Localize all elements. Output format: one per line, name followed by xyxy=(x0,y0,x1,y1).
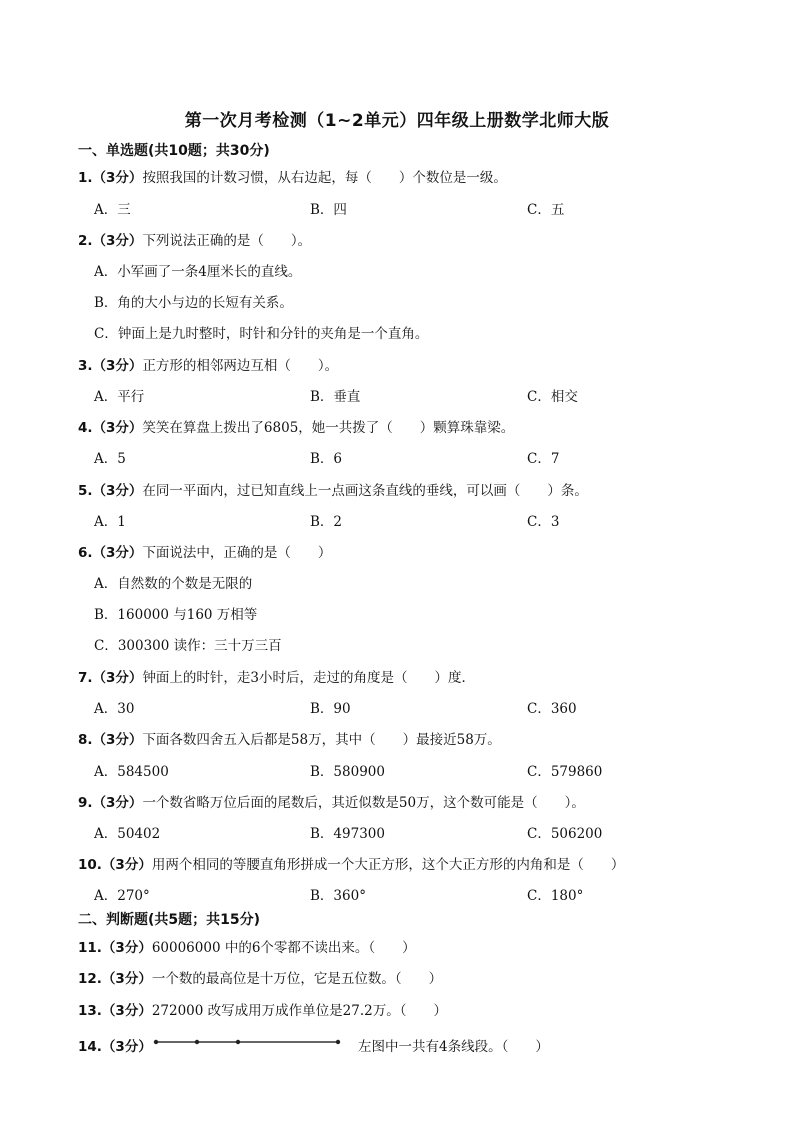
question-score: （3分） xyxy=(101,971,152,987)
question-5 xyxy=(78,479,588,499)
question-score: （3分） xyxy=(92,483,143,499)
segment-point xyxy=(195,1040,199,1044)
option-c: C．3 xyxy=(527,514,560,530)
question-number: 6. xyxy=(78,545,93,561)
question-text: 左图中一共有4条线段。（ ） xyxy=(358,1039,549,1055)
question-text: 用两个相同的等腰直角形拼成一个大正方形，这个大正方形的内角和是（ ） xyxy=(151,857,625,873)
question-text: 钟面上的时针，走3小时后，走过的角度是（ ）度． xyxy=(142,670,476,686)
line-segment-figure xyxy=(152,1036,342,1048)
question-14 xyxy=(78,1035,152,1055)
question-4 xyxy=(78,416,514,436)
question-11 xyxy=(78,936,416,956)
option-b: B．90 xyxy=(310,701,351,717)
question-score: （3分） xyxy=(101,1003,152,1019)
question-number: 12. xyxy=(78,971,102,987)
section-heading-single-choice: 一、单选题(共10题；共30分) xyxy=(78,143,270,159)
question-text: 272000 改写成用万成作单位是27.2万。（ ） xyxy=(151,1003,447,1019)
question-8 xyxy=(78,728,501,748)
option-c: C．360 xyxy=(527,701,577,717)
question-number: 11. xyxy=(78,940,102,956)
question-7 xyxy=(78,666,475,686)
question-score: （3分） xyxy=(92,732,143,748)
question-3 xyxy=(78,354,338,374)
option-c: C．钟面上是九时整时，时针和分针的夹角是一个直角。 xyxy=(94,326,429,342)
question-score: （3分） xyxy=(92,545,143,561)
question-6 xyxy=(78,541,331,561)
question-1 xyxy=(78,166,507,186)
segment-point xyxy=(236,1040,240,1044)
option-a: A．584500 xyxy=(94,764,169,780)
question-number: 7. xyxy=(78,670,93,686)
option-c: C．7 xyxy=(527,451,560,467)
question-number: 1. xyxy=(78,170,93,186)
question-score: （3分） xyxy=(92,420,143,436)
option-a: A．270° xyxy=(94,888,150,904)
option-c: C．180° xyxy=(527,888,584,904)
option-b: B．360° xyxy=(310,888,366,904)
question-text: 在同一平面内，过已知直线上一点画这条直线的垂线，可以画（ ）条。 xyxy=(142,483,588,499)
question-score: （3分） xyxy=(92,358,143,374)
option-c: C．300300 读作：三十万三百 xyxy=(94,638,282,654)
question-number: 4. xyxy=(78,420,93,436)
option-b: B．160000 与160 万相等 xyxy=(94,607,258,623)
question-number: 14. xyxy=(78,1039,102,1055)
question-score: （3分） xyxy=(92,170,143,186)
option-a: A．小军画了一条4厘米长的直线。 xyxy=(94,264,302,280)
question-number: 10. xyxy=(78,857,102,873)
question-12 xyxy=(78,967,442,987)
option-a: A．30 xyxy=(94,701,135,717)
question-10 xyxy=(78,853,624,873)
option-b: B．2 xyxy=(310,514,343,530)
option-b: B．6 xyxy=(310,451,343,467)
option-a: A．1 xyxy=(94,514,126,530)
option-a: A．自然数的个数是无限的 xyxy=(94,576,253,592)
page-title: 第一次月考检测（1~2单元）四年级上册数学北师大版 xyxy=(184,111,610,131)
option-a: A．50402 xyxy=(94,826,161,842)
option-c: C．506200 xyxy=(527,826,603,842)
question-number: 3. xyxy=(78,358,93,374)
section-heading-true-false: 二、判断题(共5题；共15分) xyxy=(78,912,261,928)
option-c: C．五 xyxy=(527,202,565,218)
option-a: A．三 xyxy=(94,202,131,218)
question-score: （3分） xyxy=(92,233,143,249)
option-b: B．垂直 xyxy=(310,389,361,405)
option-c: C．579860 xyxy=(527,764,603,780)
question-9 xyxy=(78,791,585,811)
question-score: （3分） xyxy=(92,670,143,686)
question-text: 下面说法中，正确的是（ ） xyxy=(142,545,332,561)
question-number: 9. xyxy=(78,795,93,811)
question-13 xyxy=(78,999,447,1019)
question-number: 13. xyxy=(78,1003,102,1019)
question-score: （3分） xyxy=(92,795,143,811)
segment-point xyxy=(154,1040,158,1044)
option-b: B．四 xyxy=(310,202,347,218)
question-text: 正方形的相邻两边互相（ ）。 xyxy=(142,358,339,374)
question-2 xyxy=(78,229,311,249)
question-text: 下列说法正确的是（ ）。 xyxy=(142,233,312,249)
question-text: 下面各数四舍五入后都是58万，其中（ ）最接近58万。 xyxy=(142,732,501,748)
option-a: A．平行 xyxy=(94,389,145,405)
option-b: B．角的大小与边的长短有关系。 xyxy=(94,295,293,311)
question-text: 60006000 中的6个零都不读出来。（ ） xyxy=(151,940,416,956)
question-text: 一个数省略万位后面的尾数后，其近似数是50万，这个数可能是（ ）。 xyxy=(142,795,585,811)
question-number: 5. xyxy=(78,483,93,499)
segment-point xyxy=(336,1040,340,1044)
question-text: 笑笑在算盘上拨出了6805，她一共拨了（ ）颗算珠靠梁。 xyxy=(142,420,515,436)
option-b: B．497300 xyxy=(310,826,385,842)
question-text: 一个数的最高位是十万位，它是五位数。（ ） xyxy=(151,971,443,987)
question-score: （3分） xyxy=(101,857,152,873)
question-number: 2. xyxy=(78,233,93,249)
question-score: （3分） xyxy=(101,1039,152,1055)
option-b: B．580900 xyxy=(310,764,385,780)
option-a: A．5 xyxy=(94,451,126,467)
option-c: C．相交 xyxy=(527,389,578,405)
question-text: 按照我国的计数习惯，从右边起，每（ ）个数位是一级。 xyxy=(142,170,507,186)
question-score: （3分） xyxy=(101,940,152,956)
question-number: 8. xyxy=(78,732,93,748)
